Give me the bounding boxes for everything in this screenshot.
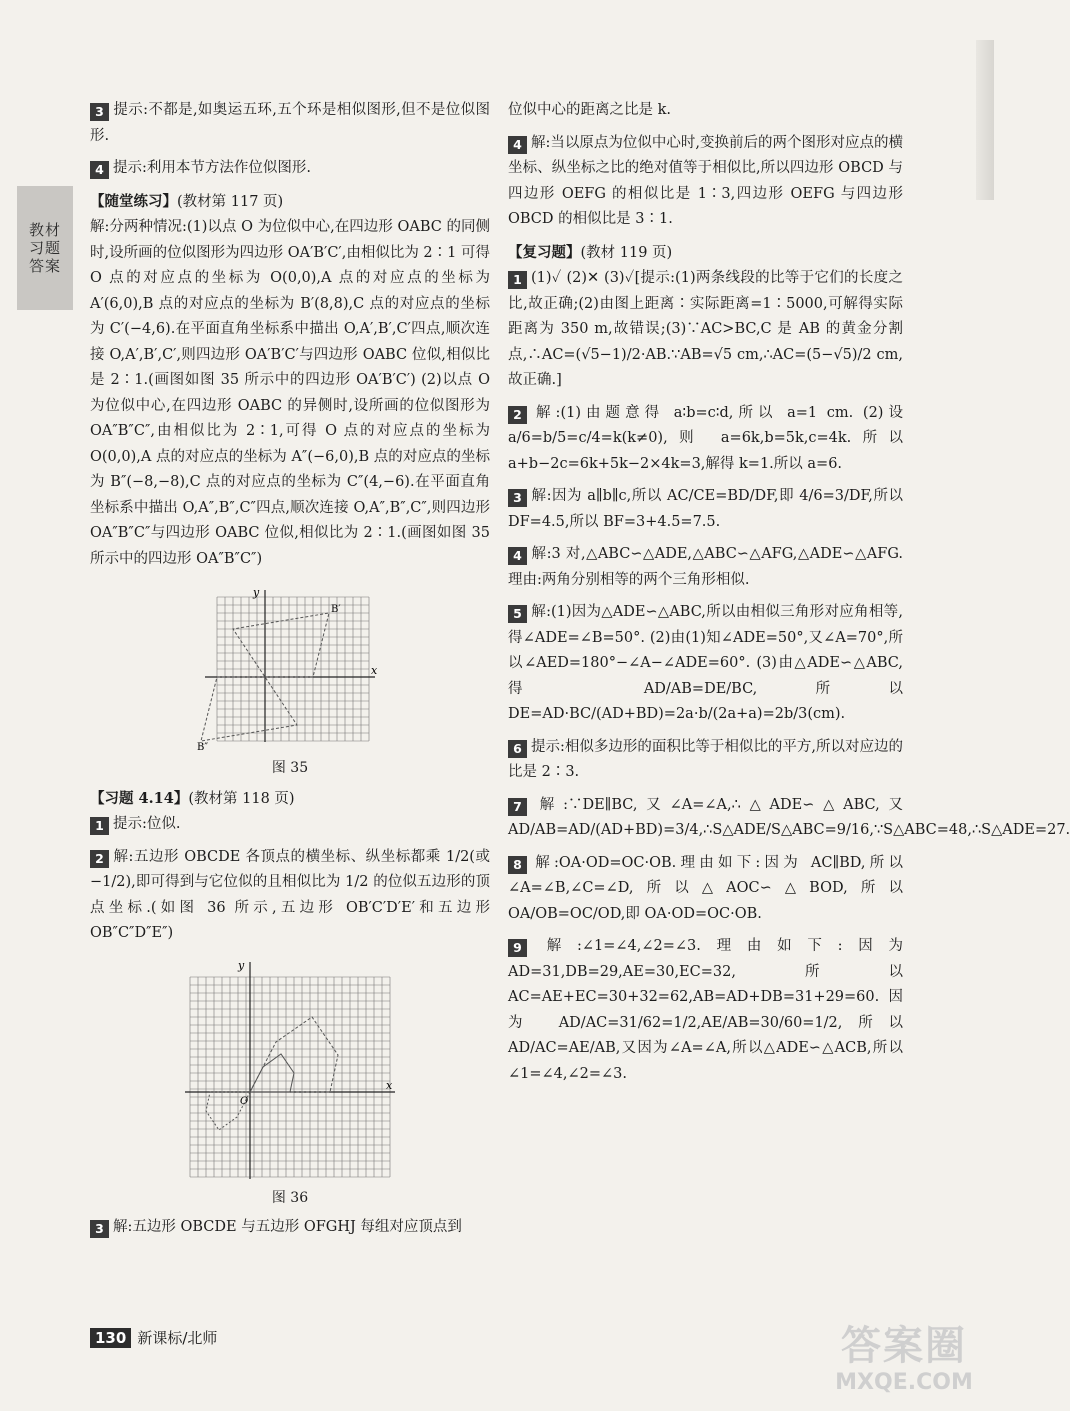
section-title: 【随堂练习】: [90, 192, 177, 210]
item-number-badge: 3: [90, 1220, 109, 1238]
answer-item: [508, 735, 903, 786]
answer-text: 提示:不都是,如奥运五环,五个环是相似图形,但不是位似图形.: [90, 102, 490, 144]
section-ref: (教材第 117 页): [177, 193, 284, 210]
answer-item: [508, 793, 1070, 844]
item-number-badge: 7: [508, 798, 527, 816]
left-column: [90, 98, 490, 1241]
watermark: [814, 1322, 994, 1406]
answer-item: [508, 600, 903, 728]
answer-text: 解:当以原点为位似中心时,变换前后的两个图形对应点的横坐标、纵坐标之比的绝对值等于相似比,所以四边形 OBCD 与四边形 OEFG 的相似比是 1∶3,四边形 OEFG 与四边形 OBCD 的相似比是 3∶1.: [508, 134, 903, 227]
item-number-badge: 1: [90, 817, 109, 835]
answer-text: 解:OA·OD=OC·OB.理由如下:因为 AC∥BD,所以∠A=∠B,∠C=∠D,所以△AOC∽△BOD,所以 OA/OB=OC/OD,即 OA·OD=OC·OB.: [508, 854, 903, 922]
section-heading: [90, 786, 490, 813]
answer-item: [90, 812, 490, 838]
point-label: B″: [197, 742, 209, 753]
answer-text: 解:3 对,△ABC∽△ADE,△ABC∽△AFG,△ADE∽△AFG.理由:两角分别相等的两个三角形相似.: [508, 546, 903, 588]
page-footer: [90, 1327, 217, 1348]
figure-35-graph: [195, 582, 385, 752]
answer-text: 提示:利用本节方法作位似图形.: [113, 160, 311, 176]
origin-label: O: [240, 1095, 249, 1107]
answer-text: 提示:位似.: [113, 816, 181, 832]
answer-text-block: 解:分两种情况:(1)以点 O 为位似中心,在四边形 OABC 的同侧时,设所画的位似图形为四边形 OA′B′C′,由相似比为 2∶1 可得 O 点的对应点的坐标为 O(0,0),A 点的对应点的坐标为 A′(6,0),B 点的对应点的坐标为 B′(8,8),C 点的对应点的坐标为 C′(−4,6).在平面直角坐标系中描出 O,A′,B′,C′四点,顺次连接 O,A′,B′,C′,则四边形 OA′B′C′与四边形 OABC 位似,相似比是 2∶1.(画图如图 35 所示中的四边形 OA′B′C′) (2)以点 O 为位似中心,在四边形 OABC 的异侧时,设所画的位似图形为 OA″B″C″,由相似比为 2∶1,可得 O 点的对应点的坐标为 O(0,0),A 点的对应点的坐标为 A″(−6,0),B 点的对应点的坐标为 B″(−8,−8),C 点的对应点的坐标为 C″(4,−6).在平面直角坐标系中描出 O,A″,B″,C″四点,顺次连接 O,A″,B″,C″,则四边形 OA″B″C″与四边形 OABC 位似,相似比为 2∶1.(画图如图 35 所示中的四边形 OA″B″C″): [90, 219, 490, 567]
y-axis-label: y: [253, 586, 260, 599]
answer-text: 解:(1)由题意得 a∶b=c∶d,所以 a=1 cm. (2)设 a/6=b/5=c/4=k(k≠0),则 a=6k,b=5k,c=4k.所以 a+b−2c=6k+5k−2×4k=3,解得 k=1.所以 a=6.: [508, 404, 903, 472]
answer-item: [508, 851, 903, 928]
answer-item: [90, 1215, 490, 1241]
item-number-badge: 4: [90, 161, 109, 179]
answer-text: 提示:相似多边形的面积比等于相似比的平方,所以对应边的比是 2∶3.: [508, 738, 903, 780]
item-number-badge: 8: [508, 856, 527, 874]
answer-text: 解:∵DE∥BC,又∠A=∠A,∴△ADE∽△ABC,又 AD/AB=AD/(AD+BD)=3/4,∴S△ADE/S△ABC=9/16,∵S△ABC=48,∴S△ADE=27.: [508, 796, 1070, 838]
side-tab-label: 教材习题答案: [28, 221, 61, 275]
figure-36: [90, 957, 490, 1212]
answer-item: [90, 845, 490, 947]
x-axis-label: x: [386, 1078, 393, 1092]
item-number-badge: 2: [90, 850, 109, 868]
answer-text-block: 位似中心的距离之比是 k.: [508, 102, 672, 118]
y-axis-label: y: [238, 958, 245, 972]
page-edge-shadow: [976, 40, 994, 200]
item-number-badge: 6: [508, 740, 527, 758]
item-number-badge: 4: [508, 136, 527, 154]
item-number-badge: 3: [90, 103, 109, 121]
answer-item: [508, 542, 903, 593]
section-title: 【习题 4.14】: [90, 789, 189, 807]
answer-item: [508, 934, 903, 1087]
answer-text: 解:五边形 OBCDE 各顶点的横坐标、纵坐标都乘 1/2(或 −1/2),即可得到与它位似的且相似比为 1/2 的位似五边形的顶点坐标.(如图 36 所示,五边形 OB′C′D′E′和五边形 OB″C″D″E″): [90, 848, 490, 941]
item-number-badge: 1: [508, 271, 527, 289]
answer-text: 解:因为 a∥b∥c,所以 AC/CE=BD/DF,即 4/6=3/DF,所以 DF=4.5,所以 BF=3+4.5=7.5.: [508, 488, 903, 530]
point-label: B′: [331, 604, 341, 615]
answer-item: [90, 156, 490, 182]
answer-text: 解:五边形 OBCDE 与五边形 OFGHJ 每组对应顶点到: [113, 1219, 462, 1235]
answer-item: [508, 484, 903, 535]
figure-35: [90, 582, 490, 782]
right-column: [508, 98, 1070, 1087]
section-title: 【复习题】: [508, 243, 581, 261]
answer-text: (1)✓ (2)✕ (3)✓[提示:(1)两条线段的比等于它们的长度之比,故正确;(2)由图上距离∶实际距离=1∶5000,可解得实际距离为 350 m,故错误;(3)∵AC>BC,C 是 AB 的黄金分割点,∴AC=(√5−1)/2·AB.∵AB=√5 cm,∴AC=(5−√5)/2 cm,故正确.]: [508, 270, 903, 388]
footer-label: 新课标/北师: [137, 1329, 218, 1347]
watermark-title: 答案圈: [841, 1323, 967, 1369]
item-number-badge: 9: [508, 939, 527, 957]
page-number: 130: [90, 1328, 131, 1348]
answer-item: [508, 266, 903, 394]
figure-36-graph: [180, 957, 400, 1182]
section-ref: (教材 119 页): [580, 244, 673, 261]
figure-caption: 图 36: [271, 1189, 309, 1206]
answer-text: 解:∠1=∠4,∠2=∠3.理由如下:因为 AD=31,DB=29,AE=30,EC=32,所以 AC=AE+EC=30+32=62,AB=AD+DB=31+29=60.因为 AD/AC=31/62=1/2,AE/AB=30/60=1/2,所以 AD/AC=AE/AB,又因为∠A=∠A,所以△ADE∽△ACB,所以∠1=∠4,∠2=∠3.: [508, 938, 903, 1082]
side-tab: [17, 186, 73, 310]
item-number-badge: 4: [508, 547, 527, 565]
x-axis-label: x: [371, 664, 378, 677]
figure-caption: 图 35: [271, 760, 309, 776]
section-ref: (教材第 118 页): [188, 790, 295, 807]
answer-item: [90, 98, 490, 149]
item-number-badge: 3: [508, 489, 527, 507]
item-number-badge: 5: [508, 605, 527, 623]
answer-item: [508, 131, 903, 233]
item-number-badge: 2: [508, 406, 527, 424]
answer-item: [508, 401, 903, 478]
section-heading: [508, 240, 903, 267]
answer-text: 解:(1)因为△ADE∽△ABC,所以由相似三角形对应角相等,得∠ADE=∠B=50°. (2)由(1)知∠ADE=50°,又∠A=70°,所以∠AED=180°−∠A−∠ADE=60°. (3)由△ADE∽△ABC,得 AD/AB=DE/BC,所以 DE=AD·BC/(AD+BD)=2a·b/(2a+a)=2b/3(cm).: [508, 604, 903, 722]
section-heading: [90, 189, 490, 216]
watermark-url: MXQE.COM: [835, 1370, 973, 1395]
